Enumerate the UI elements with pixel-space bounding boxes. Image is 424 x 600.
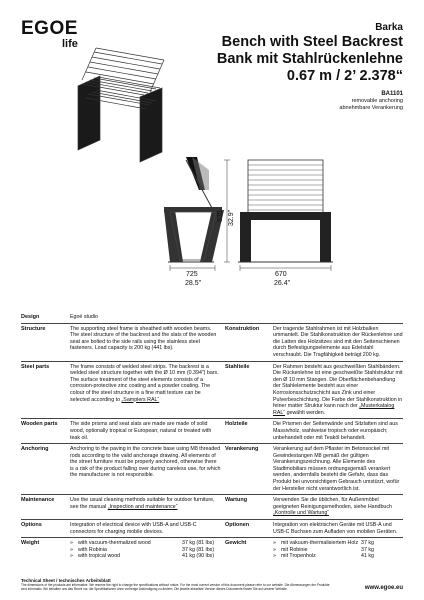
spec-row-anchoring xyxy=(21,443,403,494)
spec-label-de: Stahlteile xyxy=(225,363,250,370)
depth-mm-label: 725 xyxy=(186,271,198,278)
anchoring-note-en: removable anchoring xyxy=(351,98,403,104)
spec-text-de: Die Prismen der Seitenwände und Sitzlatten sind aus Massivholz, wahlweise tropisch oder europäisch; unbehandelt oder mit Teaköl behandelt. xyxy=(273,421,398,441)
weight-name: mit vakuum-thermalisiertem Holz xyxy=(281,540,359,547)
spec-text-de xyxy=(273,364,403,417)
spec-label-en: Weight xyxy=(21,540,40,547)
spec-text-en: The side prisms and seat slats are made are made of solid wood, optionally tropical or European; natural or treated with teak oil. xyxy=(70,421,212,441)
spec-label-de: Gewicht xyxy=(225,540,247,547)
spec-label-de: Konstruktion xyxy=(225,325,260,332)
list-item: » with Robinia 37 kg (81 lbs) xyxy=(70,546,215,553)
spec-label-en: Structure xyxy=(21,325,46,332)
width-in-label: 26.4” xyxy=(274,280,290,287)
spec-label-en: Maintenance xyxy=(21,497,55,504)
weight-name: mit Robinie xyxy=(281,546,308,553)
maintenance-manual-link[interactable]: „Inspection and maintenance“ xyxy=(107,503,178,510)
spec-label-de: Optionen xyxy=(225,522,250,529)
spec-text: The frame consists of welded steel strips. The backrest is a welded steel structure together with the Ø 10 mm (0.394”) bars. The surface treatment of the steel elements consists of a corrosion-protective zinc coating and a powder coating. The colour of the steel structure in a fine matt texture can be selected according to xyxy=(70,363,219,403)
spec-text-de: Integration von elektrischen Geräte mit USB-A und USB-C Buchsen zum Aufladen von mobilen Geräten. xyxy=(273,522,398,535)
height-in-label: 32.9” xyxy=(228,210,235,226)
ral-musterkatalog-link[interactable]: „Musterkatalog RAL“ xyxy=(273,403,395,416)
logo-wordmark: EGOE xyxy=(21,18,78,39)
spec-text-de: Der tragende Stahlrahmen ist mit Holzbalken ummantelt. Die Stahlkonstruktion der Rückenlehne und die Latten des Holzsitzes sind mit den Seitenschienen durch Befestigungselemente aus Edelstahl verschraubt. Die Tragfähigkeit beträgt 200 kg. xyxy=(273,325,403,358)
front-view-drawing xyxy=(238,160,333,262)
product-title-en: Bench with Steel Backrest xyxy=(221,34,403,50)
weight-list-en xyxy=(70,540,225,560)
website-link[interactable]: www.egoe.eu xyxy=(364,585,403,591)
footer-title: Technical Sheet / technisches Arbeitsblatt xyxy=(21,578,111,583)
anchoring-note-de: abnehmbare Verankerung xyxy=(339,105,403,111)
weight-name: with vacuum-thermalized wood xyxy=(78,540,151,547)
list-item: » mit Tropenholz 41 kg xyxy=(273,553,374,560)
footer-disclaimer: The dimensions of the products are informative. We reserve the right to change the specifications without notice. For the most current version of this document please refer to our website. Die Abmessungen der Produkte sind informativ. Wir behalten uns das Recht vor, die Spezifikationen ohne vorherige Ankündigung zu ändern. Die jeweils aktuellste Version dieses Dokuments finden Sie auf unserer Website. xyxy=(21,583,330,591)
weight-list-de xyxy=(273,540,403,560)
spec-text: Der Rahmen besteht aus geschweißten Stahlbändern. Die Rückenlehne ist eine geschweißte Stahlstruktur mit den Ø 10 mm Stangen. Die Oberflächenbehandlung der Stahlelemente besteht aus einer Korrosionsschutzschicht aus Zink und einer Pulverbeschichtung. Die Farbe der Stahlkonstruktion in feiner matter Struktur kann nach der xyxy=(273,363,403,410)
spec-text-en xyxy=(70,364,225,417)
list-item: » with vacuum-thermalized wood 37 kg (81 lbs) xyxy=(70,540,215,547)
spec-row-wooden xyxy=(21,418,403,443)
weight-value: 37 kg xyxy=(361,546,374,553)
spec-row-weight xyxy=(21,537,403,562)
spec-text-en: Integration of electrical device with USB-A and USB-C connectors for charging mobile devices. xyxy=(70,522,197,535)
isometric-bench-drawing xyxy=(78,48,164,162)
weight-name: with Robinia xyxy=(78,546,107,553)
spec-text-de: Verankerung auf dem Pflaster im Betonsockel mit Gewindestangen M8 gemäß der gültigen Verankerungszeichnung. Alle Elemente des Stadtmobiliars müssen ordnungsgemäß verankert werden, andernfalls besteht die Gefahr, dass das Produkt bei unvorsichtigem Gebrauch umstürzt, wofür der Hersteller nicht verantwortlich ist. xyxy=(273,446,400,492)
weight-value: 41 kg xyxy=(361,553,374,560)
product-title-de: Bank mit Stahlrückenlehne xyxy=(216,51,403,67)
spec-text: Verwenden Sie die üblichen, für Außenmöbel geeigneten Reinigungsmethoden, siehe Handbuch xyxy=(273,497,392,510)
spec-label-de: Holzteile xyxy=(225,421,248,428)
weight-value: 37 kg (81 lbs) xyxy=(182,546,215,553)
spec-text: Use the usual cleaning methods suitable for outdoor furniture, see the manual xyxy=(70,497,215,510)
width-mm-label: 670 xyxy=(275,271,287,278)
spec-label-de: Wartung xyxy=(225,497,248,504)
weight-value: 37 kg (81 lbs) xyxy=(182,540,215,547)
list-item: » mit vakuum-thermalisiertem Holz 37 kg xyxy=(273,540,374,547)
spec-text-en: Anchoring to the paving in the concrete base using M8 threaded rods according to the valid anchorage drawing. All elements of the street furniture must be properly anchored, otherwise there is a risk of the product falling over during careless use, for which the manufacturer is not responsible. xyxy=(70,446,221,479)
spec-row-design xyxy=(21,312,403,323)
product-family: Barka xyxy=(375,22,403,33)
spec-label-en: Anchoring xyxy=(21,446,49,453)
spec-table xyxy=(21,312,403,562)
list-item: » mit Robinie 37 kg xyxy=(273,546,374,553)
weight-name: mit Tropenholz xyxy=(281,553,316,560)
wartung-handbuch-link[interactable]: „Kontrolle und Wartung“ xyxy=(273,510,330,517)
spec-value: Egoé studio xyxy=(70,314,98,320)
spec-label-en: Options xyxy=(21,522,42,529)
spec-row-options xyxy=(21,519,403,537)
weight-value: 37 kg xyxy=(361,540,374,547)
depth-in-label: 28.5” xyxy=(185,280,201,287)
weight-value: 41 kg (90 lbs) xyxy=(182,553,215,560)
spec-label-de: Verankerung xyxy=(225,446,259,453)
logo-subline: life xyxy=(62,38,78,50)
ral-samplers-link[interactable]: „Samplers RAL“ xyxy=(121,396,160,403)
spec-row-maintenance xyxy=(21,494,403,519)
spec-label-en: Wooden parts xyxy=(21,421,58,428)
spec-text-en xyxy=(70,497,225,517)
product-code: BA1101 xyxy=(381,91,403,97)
spec-text-de xyxy=(273,497,403,517)
side-view-drawing xyxy=(164,157,224,262)
product-size: 0.67 m / 2’ 2.378“ xyxy=(286,68,403,84)
footer xyxy=(21,578,403,591)
spec-text-en: The supporting steel frame is sheathed with wooden beams. The steel structure of the backrest and the slats of the wooden seat are bolted to the side rails using the stainless steel fasteners. Load capacity is 200 kg (441 lbs). xyxy=(70,325,217,352)
weight-name: with tropical wood xyxy=(78,553,121,560)
spec-text-end: gewählt werden. xyxy=(286,409,326,416)
spec-row-structure xyxy=(21,323,403,361)
height-mm-label: 835 xyxy=(217,210,224,222)
list-item: » with tropical wood 41 kg (90 lbs) xyxy=(70,553,215,560)
spec-label: Design xyxy=(21,314,40,320)
spec-label-en: Steel parts xyxy=(21,363,50,370)
spec-row-steel xyxy=(21,361,403,419)
